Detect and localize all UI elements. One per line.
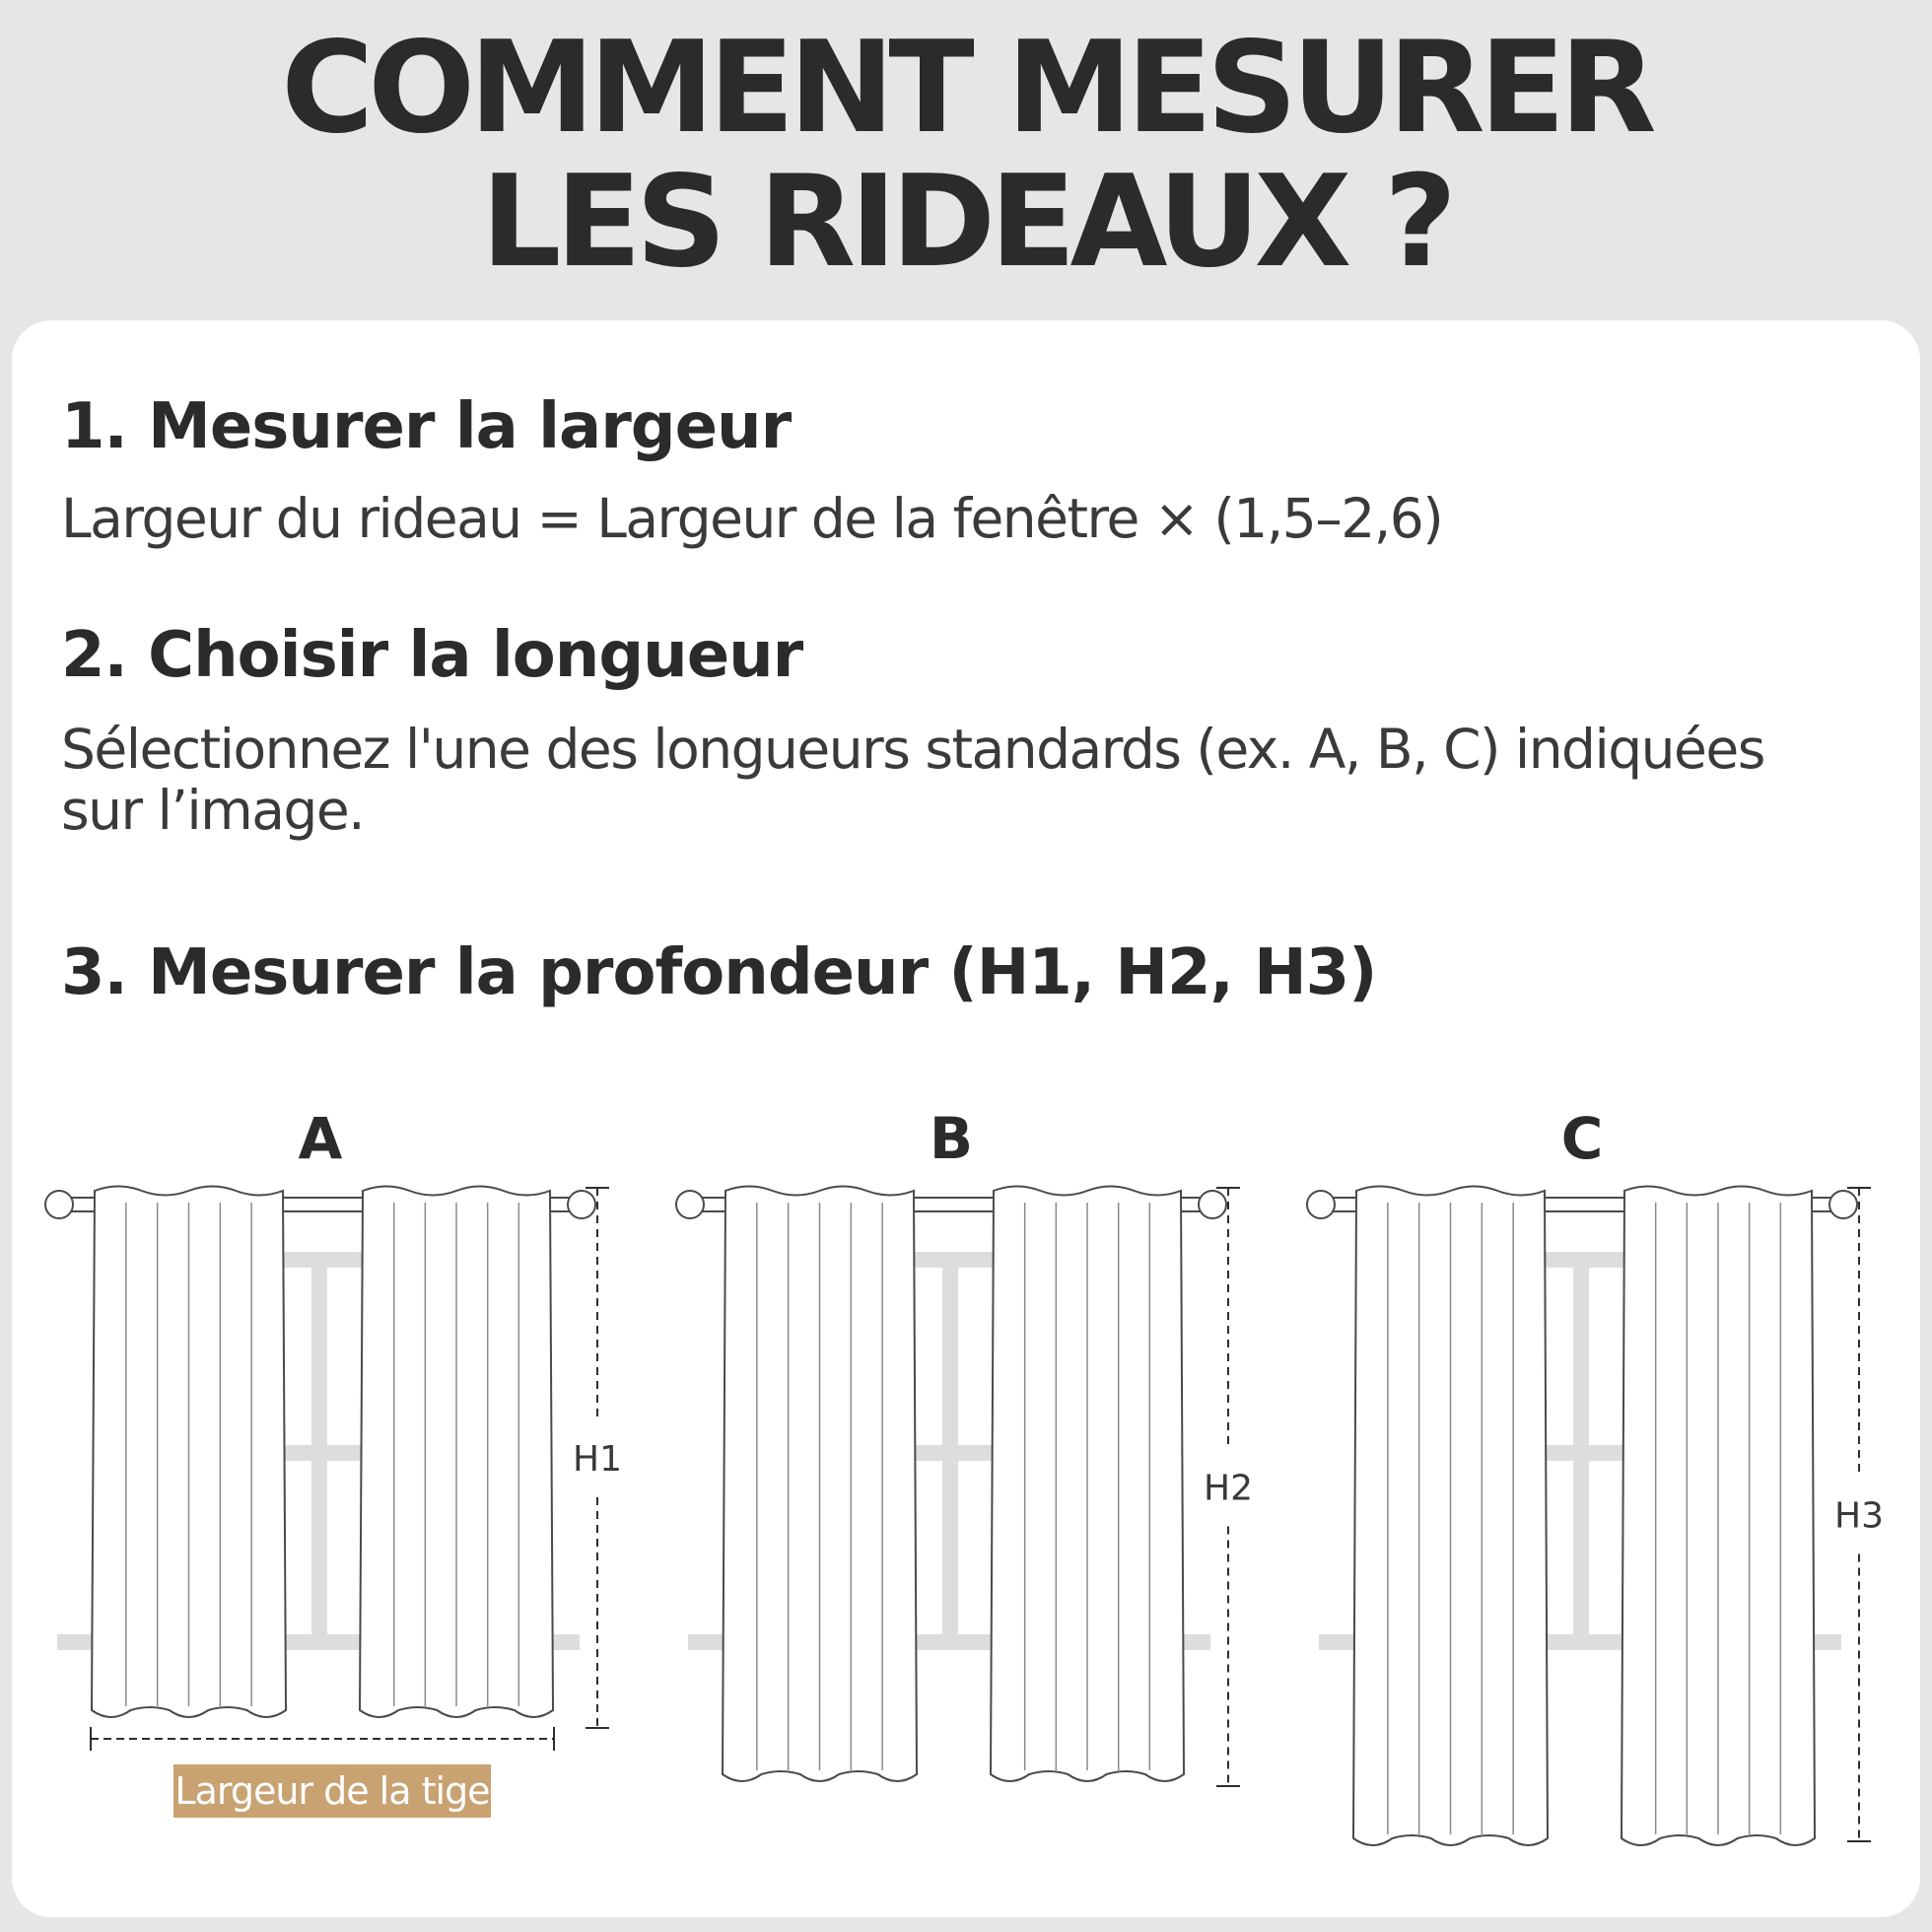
panel-letter-a: A [298, 1105, 343, 1172]
step-2-heading: 2. Choisir la longueur [61, 619, 803, 692]
diagram-a [45, 1105, 622, 1751]
window-frame-vertical [311, 1252, 327, 1646]
rod-finial-right [1829, 1191, 1857, 1218]
curtain-left [92, 1187, 286, 1718]
rod-width-label: Largeur de la tige [173, 1764, 491, 1818]
title-line-1: COMMENT MESURER [281, 15, 1651, 162]
step-2-text-line-2: sur l’image. [61, 779, 365, 842]
rod-finial-left [676, 1191, 704, 1218]
step-1-heading: 1. Mesurer la largeur [61, 390, 792, 463]
diagram-c [1307, 1105, 1884, 1845]
panel-letter-c: C [1560, 1105, 1604, 1172]
curtain-right [991, 1187, 1184, 1782]
curtain-left [1353, 1187, 1548, 1846]
step-3-heading: 3. Mesurer la profondeur (H1, H2, H3) [61, 936, 1377, 1009]
diagram-b [676, 1105, 1253, 1786]
panel-letter-b: B [929, 1105, 974, 1172]
step-2-text-line-1: Sélectionnez l'une des longueurs standards (ex. A, B, C) indiquées [61, 718, 1764, 781]
title-line-2: LES RIDEAUX ? [480, 149, 1452, 296]
height-label-h1: H1 [573, 1439, 622, 1480]
rod-finial-right [1199, 1191, 1226, 1218]
curtain-right [1622, 1187, 1815, 1846]
window-frame-vertical [942, 1252, 958, 1646]
step-1-text: Largeur du rideau = Largeur de la fenêtre × (1,5–2,6) [61, 487, 1443, 550]
rod-finial-left [1307, 1191, 1335, 1218]
curtain-left [723, 1187, 917, 1782]
curtain-right [360, 1187, 553, 1718]
rod-finial-left [45, 1191, 73, 1218]
height-label-h2: H2 [1204, 1468, 1253, 1509]
window-frame-vertical [1573, 1252, 1589, 1646]
rod-finial-right [568, 1191, 595, 1218]
height-label-h3: H3 [1834, 1495, 1884, 1537]
